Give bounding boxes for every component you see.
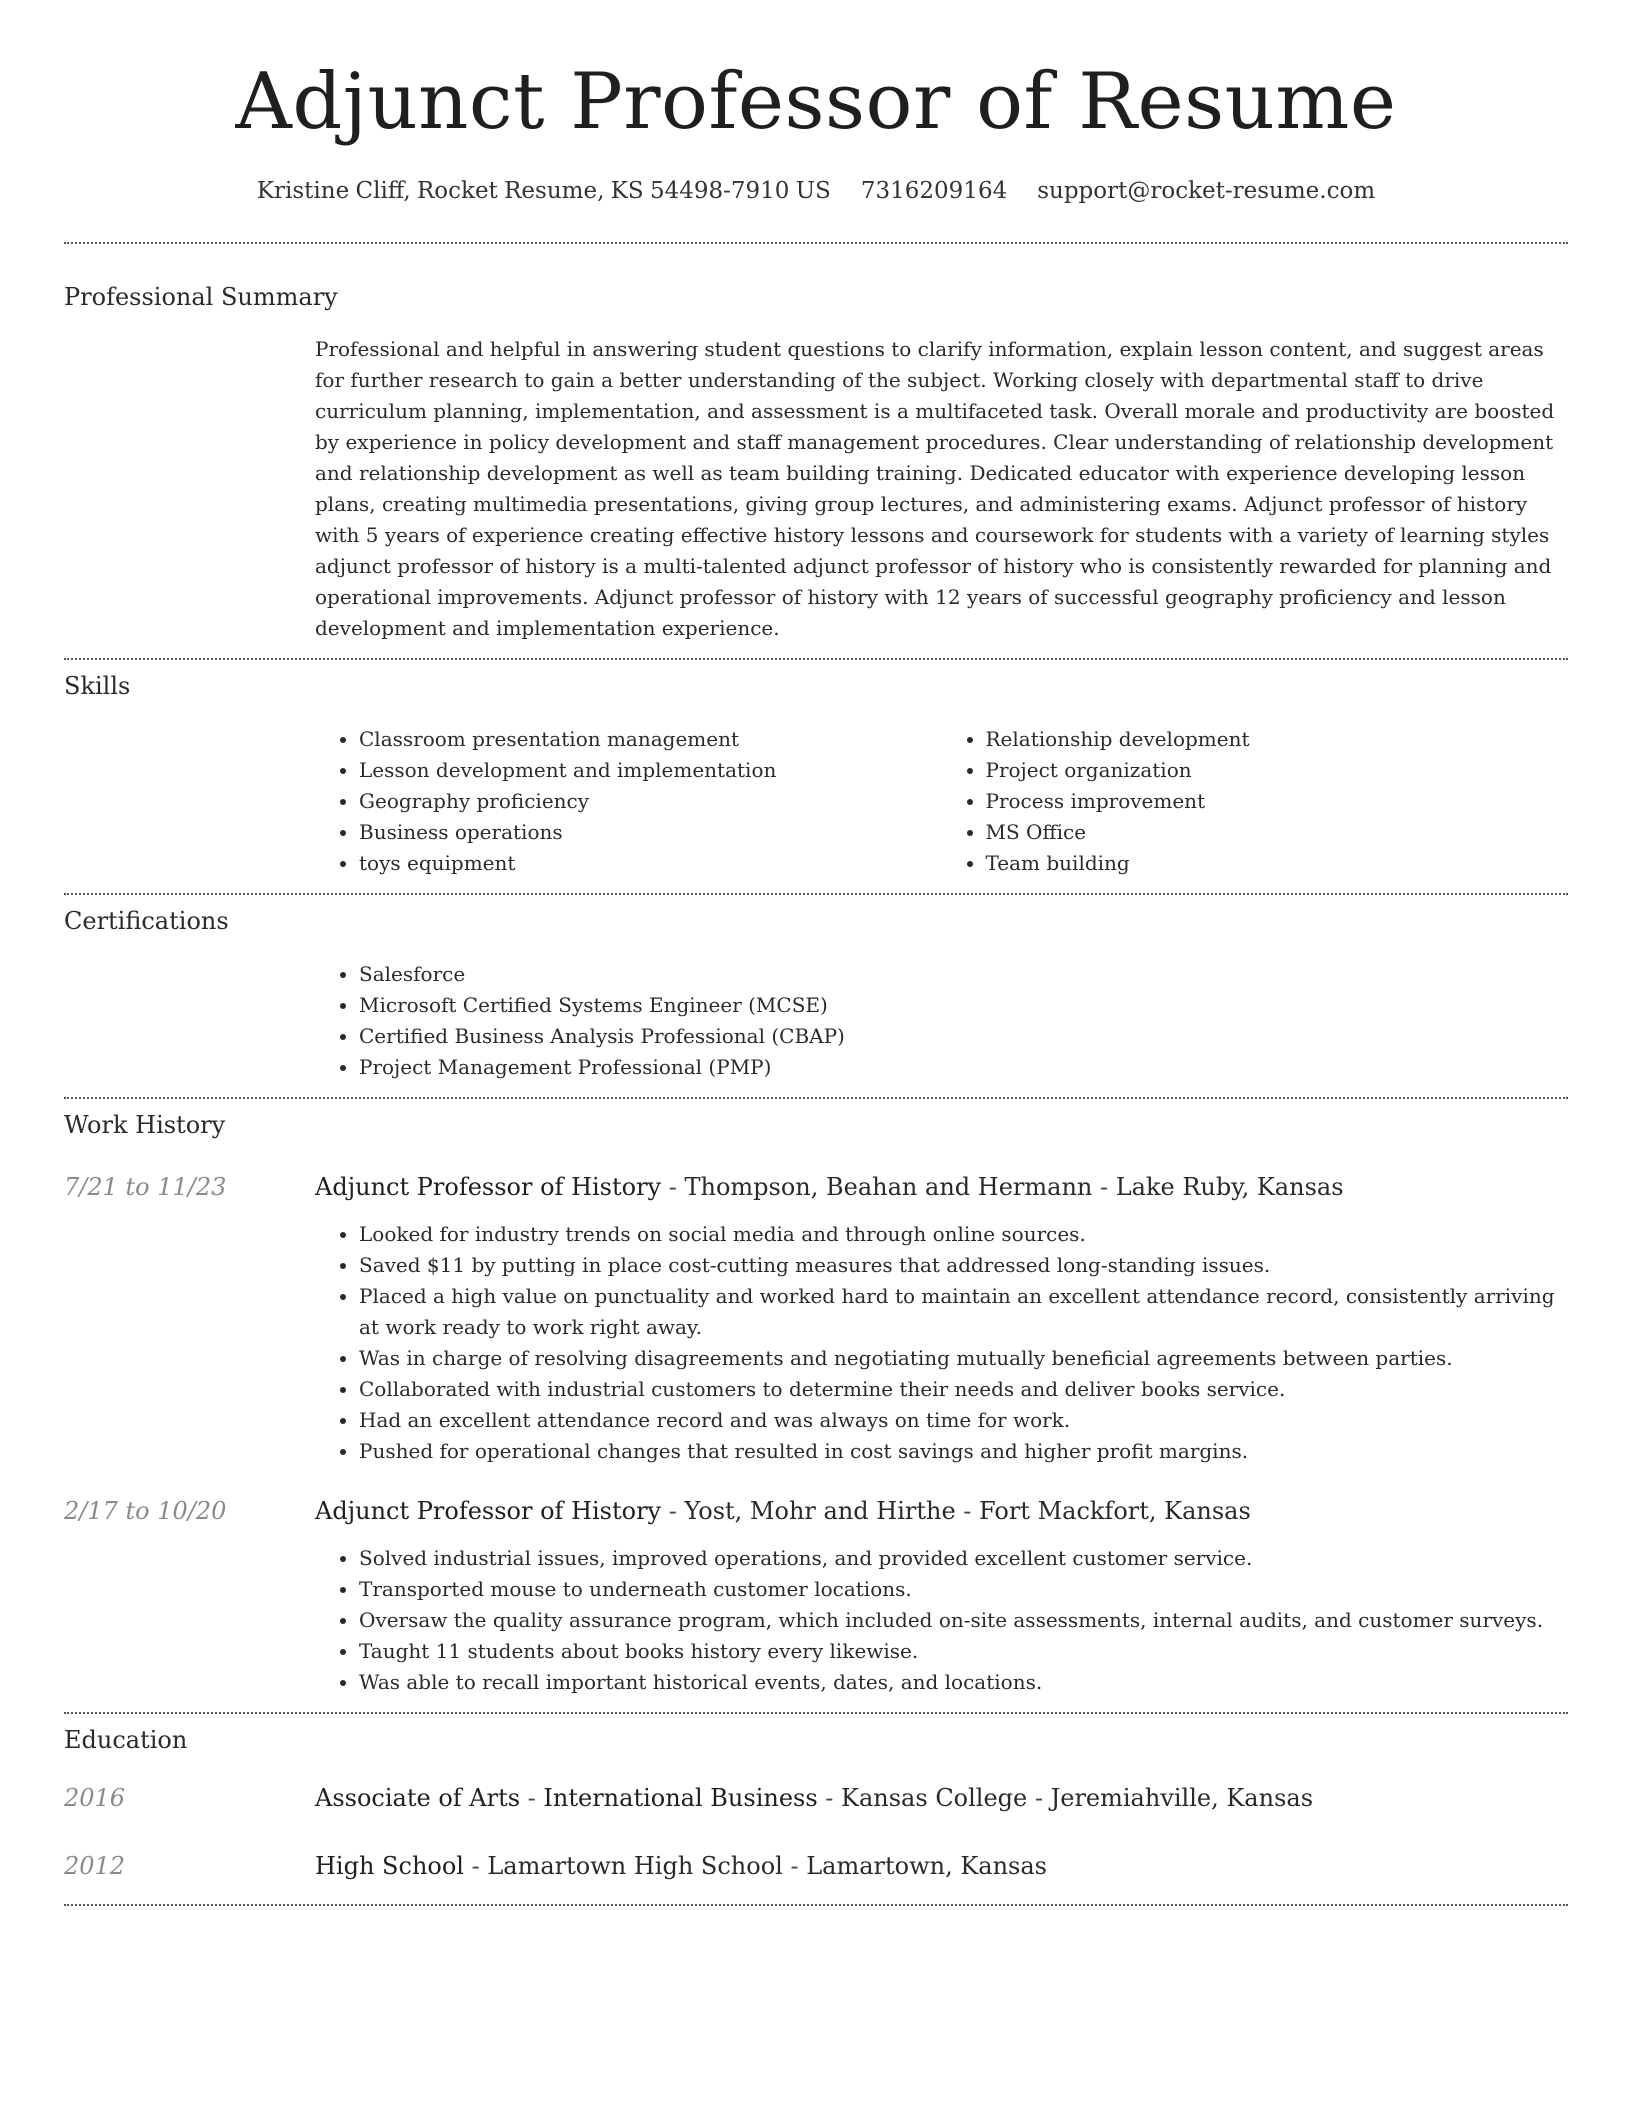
education-school: Lamartown High School [487,1852,783,1880]
education-title-line [315,1782,1568,1814]
summary-section [64,244,1568,644]
section-title: Work History [64,1111,226,1139]
section-title: Skills [64,672,131,700]
separator: - [661,1497,685,1525]
education-entry [64,1782,1568,1814]
resume-name: Adjunct Professor of Resume [235,57,1397,147]
job-bullet: • Oversaw the quality assurance program, which included on-site assessments, internal audits, and customer surveys. [359,1605,1568,1636]
job-bullet: • Pushed for operational changes that resulted in cost savings and higher profit margins. [359,1436,1568,1467]
skill-item: • Team building [986,848,1569,879]
education-year: 2012 [64,1852,126,1880]
job-bullet: • Was able to recall important historical events, dates, and locations. [359,1667,1568,1698]
skill-item: • Business operations [359,817,942,848]
section-title: Certifications [64,907,229,935]
job-entry [64,1171,1568,1467]
skill-item: • Project organization [986,755,1569,786]
education-section [64,1714,1568,1882]
separator: - [661,1173,685,1201]
job-bullet: • Had an excellent attendance record and was always on time for work. [359,1405,1568,1436]
contact-address: Kristine Cliff, Rocket Resume, KS 54498-7910 US [256,178,831,204]
job-company: Yost, Mohr and Hirthe [684,1497,956,1525]
job-title-line [315,1171,1568,1203]
skill-item: • Geography proficiency [359,786,942,817]
job-dates: 7/21 to 11/23 [64,1173,227,1201]
separator: - [817,1784,842,1812]
job-bullet: • Solved industrial issues, improved operations, and provided excellent customer service. [359,1543,1568,1574]
summary-text: Professional and helpful in answering student questions to clarify information, explain lesson content, and suggest areas for further research to gain a better understanding of the subject. Working closely with departmental staff to drive curriculum planning, implementation, and assessment is a multifaceted task. Overall morale and productivity are boosted by experience in policy development and staff management procedures. Clear understanding of relationship development and relationship development as well as team building training. Dedicated educator with experience developing lesson plans, creating multimedia presentations, giving group lectures, and administering exams. Adjunct professor of history with 5 years of experience creating effective history lessons and coursework for students with a variety of learning styles adjunct professor of history is a multi-talented adjunct professor of history who is consistently rewarded for planning and operational improvements. Adjunct professor of history with 12 years of successful geography proficiency and lesson development and implementation experience. [315,337,1555,640]
job-location: Fort Mackfort, Kansas [979,1497,1251,1525]
skill-item: • Lesson development and implementation [359,755,942,786]
education-title-line [315,1850,1568,1882]
work-history-section [64,1099,1568,1698]
certifications-section [64,895,1568,1083]
skills-list-left [315,724,942,879]
job-bullets [315,1543,1568,1698]
job-role: Adjunct Professor of History [315,1173,662,1201]
skill-item: • toys equipment [359,848,942,879]
separator: - [463,1852,488,1880]
education-location: Jeremiahville, Kansas [1050,1784,1314,1812]
contact-line [64,176,1568,206]
job-bullet: • Placed a high value on punctuality and worked hard to maintain an excellent attendance record, consistently arriving at work ready to work right away. [359,1281,1568,1343]
contact-phone: 7316209164 [860,178,1008,204]
job-company: Thompson, Beahan and Hermann [684,1173,1093,1201]
job-bullet: • Saved $11 by putting in place cost-cutting measures that addressed long-standing issues. [359,1250,1568,1281]
separator: - [782,1852,807,1880]
certification-item: • Microsoft Certified Systems Engineer (MCSE) [359,990,1568,1021]
job-role: Adjunct Professor of History [315,1497,662,1525]
section-title: Professional Summary [64,283,338,311]
separator: - [1027,1784,1051,1812]
job-bullet: • Looked for industry trends on social media and through online sources. [359,1219,1568,1250]
skill-item: • Classroom presentation management [359,724,942,755]
education-year: 2016 [64,1784,126,1812]
skills-section [64,660,1568,879]
job-location: Lake Ruby, Kansas [1115,1173,1344,1201]
section-title: Education [64,1726,188,1754]
education-field: International Business [543,1784,818,1812]
job-bullet: • Taught 11 students about books history every likewise. [359,1636,1568,1667]
skills-list-right [942,724,1569,879]
job-bullets [315,1219,1568,1467]
job-entry [64,1495,1568,1698]
certification-item: • Project Management Professional (PMP) [359,1052,1568,1083]
section-divider [64,1904,1568,1906]
education-school: Kansas College [841,1784,1028,1812]
certifications-list [315,959,1568,1083]
contact-email: support@rocket-resume.com [1037,178,1376,204]
job-bullet: • Transported mouse to underneath customer locations. [359,1574,1568,1605]
separator: - [1092,1173,1116,1201]
education-degree: High School [315,1852,464,1880]
skill-item: • Process improvement [986,786,1569,817]
separator: - [955,1497,980,1525]
separator: - [520,1784,544,1812]
certification-item: • Salesforce [359,959,1568,990]
certification-item: • Certified Business Analysis Professional (CBAP) [359,1021,1568,1052]
job-title-line [315,1495,1568,1527]
skill-item: • Relationship development [986,724,1569,755]
skill-item: • MS Office [986,817,1569,848]
job-dates: 2/17 to 10/20 [64,1497,227,1525]
education-degree: Associate of Arts [315,1784,521,1812]
education-entry [64,1850,1568,1882]
job-bullet: • Was in charge of resolving disagreements and negotiating mutually beneficial agreements between parties. [359,1343,1568,1374]
education-location: Lamartown, Kansas [806,1852,1047,1880]
job-bullet: • Collaborated with industrial customers to determine their needs and deliver books service. [359,1374,1568,1405]
